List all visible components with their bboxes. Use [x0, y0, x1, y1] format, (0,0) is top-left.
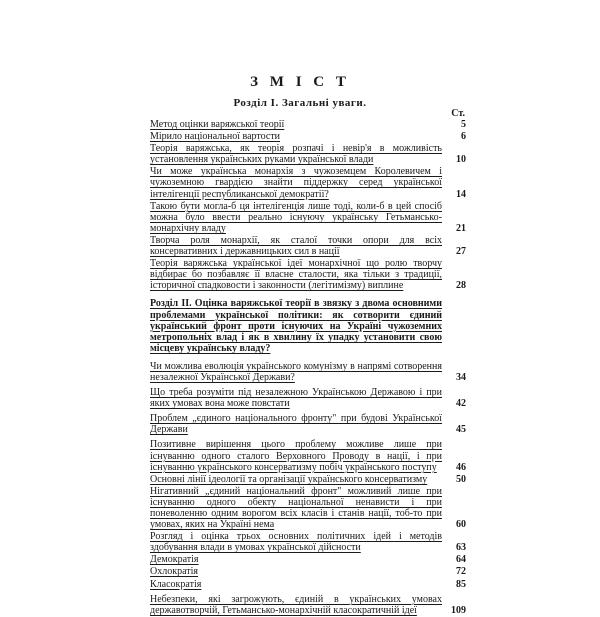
toc-entry	[150, 119, 466, 130]
toc-entry-page: 5	[461, 119, 466, 130]
toc-entry-text: Мірило національної вартости	[150, 131, 281, 143]
toc-entry-text: Основні лінії ідеології та організації українського консерватизму	[150, 473, 428, 485]
toc-entry-page: 60	[456, 519, 466, 531]
toc-entry	[150, 554, 466, 565]
toc-entry-text: Творча роля монархії, як сталої точки опори для всіх консервативних і державницьких сил в нації	[150, 234, 442, 258]
toc-entry-page: 42	[456, 398, 466, 410]
toc-entry-page: 21	[456, 222, 466, 234]
toc-entry	[150, 474, 466, 485]
toc-entry	[150, 387, 466, 409]
toc-entry-text: Позитивне вирішення цього проблему можливе лише при існуванню одного сталого Верховного Проводу в нації, і при існуванню українського консерватизму побіч українського поступу	[150, 439, 442, 473]
toc-entry-text: Демократія	[150, 554, 199, 566]
toc-entry-text: Теорія варяжська української ідеї монархічної що ролю творчу відбирає бо позбавляє її власне сталости, яка тільки з традиції, історичної спадковости і законности (легітимізму) виплине	[150, 258, 442, 292]
toc-entry-text: Теорія варяжська, як теорія розпачі і невір'я в можливість установлення українських руками української влади	[150, 143, 442, 166]
toc-entry-page: 85	[456, 578, 466, 590]
toc-entry	[150, 413, 466, 435]
toc-entry	[150, 531, 466, 553]
toc-entry-page: 64	[456, 554, 466, 566]
toc-entry-page: 45	[456, 424, 466, 436]
page-column-label: Ст.	[451, 108, 465, 119]
toc-entry-page: 14	[456, 188, 466, 200]
toc-entry	[150, 361, 466, 383]
toc-entry-text: Класократія	[150, 578, 202, 590]
toc-entry-page: 28	[456, 280, 466, 292]
toc-section-heading	[150, 298, 466, 353]
toc-entry-text: Нігативний „єдиний національний фронт" можливий лише при існуванню одного обекту національної ненависти і при поневоленню одним ворогом всіх класів і станів нації, тоб-то при умовах, яких на Україні нема	[150, 485, 442, 531]
toc-entry-page: 109	[451, 604, 466, 616]
toc-entry	[150, 439, 466, 472]
toc-entry	[150, 131, 466, 142]
toc-section-text: Розділ ІІ. Оцінка варяжської теорії в звязку з двома основними проблемами української політики: як сотворити єдиний український фронт проти існуючих на Україні чужоземних метропольніх влад і як в хвилину їх упадку установити свою місцеву українську владу?	[150, 298, 442, 354]
toc-entry	[150, 143, 466, 165]
toc-entry	[150, 235, 466, 257]
toc-entry	[150, 486, 466, 530]
toc-entry	[150, 566, 466, 577]
toc-entry-text: Метод оцінки варяжської теорії	[150, 119, 285, 130]
section-heading: Розділ І. Загальні уваги.	[233, 97, 367, 109]
toc-entry-text: Розгляд і оцінка трьох основних політичних ідей і методів здобування влади в умовах української дійсности	[150, 531, 442, 554]
toc-entry-text: Що треба розуміти під незалежною Українською Державою і при яких умовах вона може повстати	[150, 387, 442, 410]
toc-entry-text: Чи можлива еволюція українського комунізму в напрямі сотворення незалежної Української Держави?	[150, 360, 442, 383]
toc-entry-page: 63	[456, 542, 466, 554]
toc-entry-page: 10	[456, 154, 466, 166]
toc-entry-page: 6	[461, 131, 466, 143]
toc-entry-text: Проблем „єдиного національного фронту" при будові Української Держави	[150, 413, 442, 436]
toc-entry-text: Небезпеки, які загрожують, єдиній в українських умовах державотворчій, Гетьмансько-монархічній класократичній ідеї	[150, 593, 442, 616]
toc-entry-text: Такою бути могла-б ця інтелігенція лише тоді, коли-б в цей спосіб можна було ввести реально існуючу українську Гетьмансько-монархічну владу	[150, 200, 442, 234]
toc-entry	[150, 594, 466, 616]
toc-entry-text: Чи може українська монархія з чужоземцем Королевичем і чужоземною гвардією знайти піддержку серед української інтелігенції республиканської демократії?	[150, 166, 442, 200]
toc-entry-page: 72	[456, 566, 466, 578]
toc-entry-page: 27	[456, 246, 466, 258]
toc-entry-page: 50	[456, 473, 466, 485]
toc-entry	[150, 166, 466, 199]
toc-entry	[150, 258, 466, 291]
toc-entry-page: 34	[456, 371, 466, 383]
toc-entry	[150, 201, 466, 234]
toc-entry-text: Охлократія	[150, 566, 198, 578]
toc-entry	[150, 579, 466, 590]
table-of-contents	[150, 119, 466, 617]
toc-entry-page: 46	[456, 461, 466, 473]
page-title: З М І С Т	[250, 74, 350, 90]
